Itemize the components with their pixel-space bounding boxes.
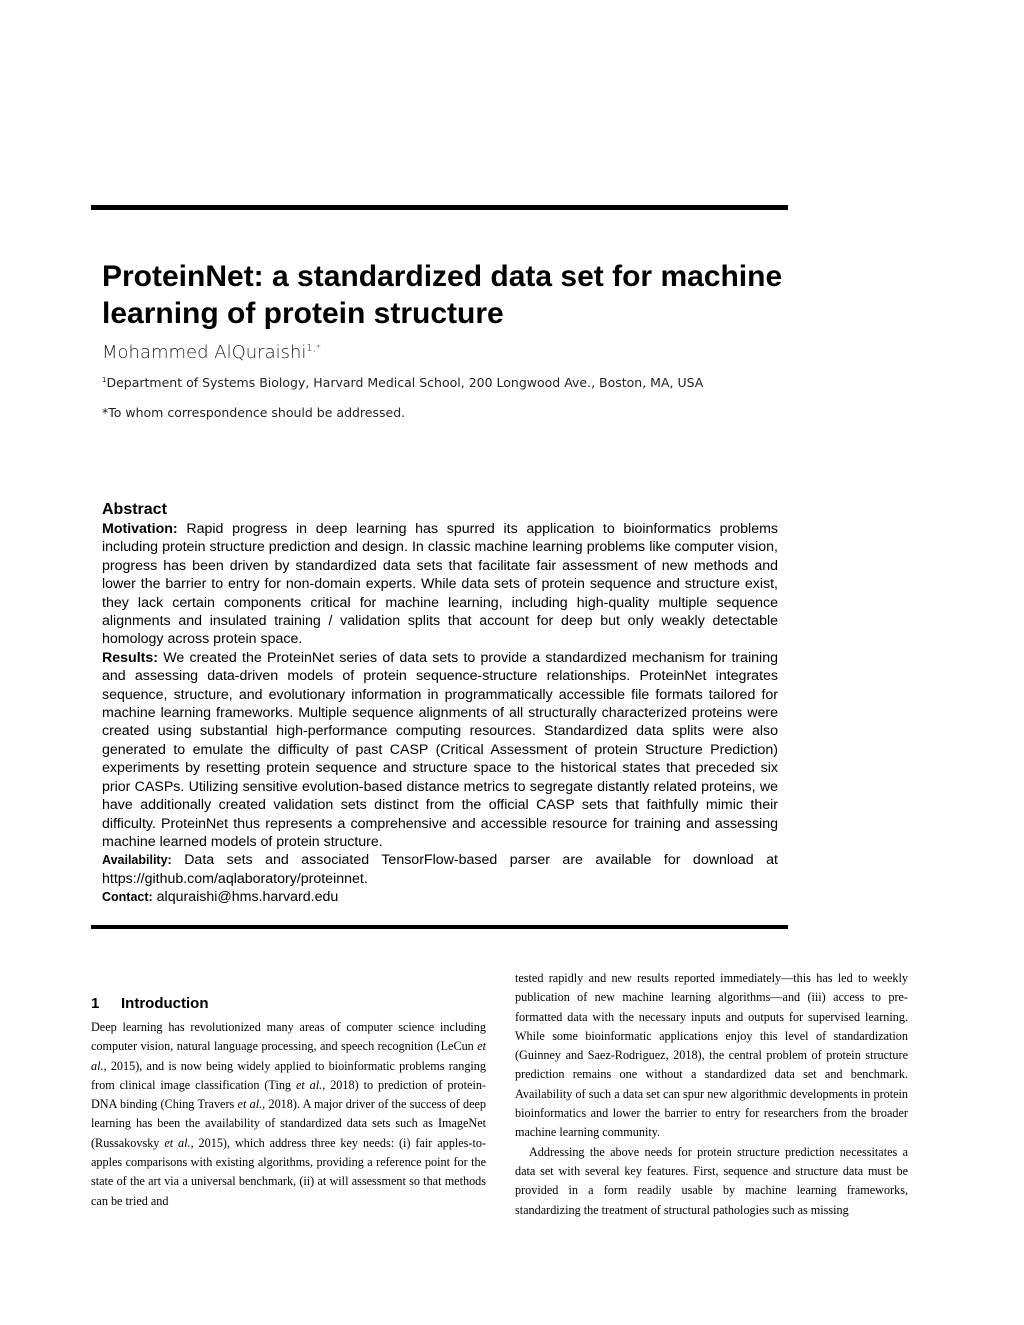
- et-al: et al.: [295, 1077, 323, 1092]
- motivation-text: Rapid progress in deep learning has spurred its application to bioinformatics problems including protein structure prediction and design. In classic machine learning problems like computer vision, progress has been driven by standardized data sets that facilitate fair assessment of new methods and lower the barrier to entry for non-domain experts. While data sets of protein sequence and structure exist, they lack certain components critical for machine learning, including high-quality multiple sequence alignments and insulated training / validation splits that account for deep but only weakly detectable homology across protein space.: [102, 521, 778, 648]
- intro-paragraph-2: Addressing the above needs for protein structure prediction necessitates a data set with several key features. First, sequence and structure data must be provided in a form readily usable by machine learning frameworks, standardizing the treatment of structural pathologies such as missing: [515, 1144, 908, 1217]
- intro-right-column: [515, 969, 908, 1220]
- paper-title: ProteinNet: a standardized data set for machine learning of protein structure: [102, 260, 783, 330]
- results-text: We created the ProteinNet series of data sets to provide a standardized mechanism for training and assessing data-driven models of protein sequence-structure relationships. ProteinNet integrates sequence, structure, and evolutionary information in programmatically accessible file formats tailored for machine learning frameworks. Multiple sequence alignments of all structurally characterized proteins were created using substantial high-performance computing resources. Standardized data splits were also generated to emulate the difficulty of past CASP (Critical Assessment of protein Structure Prediction) experiments by resetting protein sequence and structure space to the historical states that preceded six prior CASPs. Utilizing sensitive evolution-based distance metrics to segregate distantly related proteins, we have additionally created validation sets distinct from the official CASP sets that faithfully mimic their difficulty. ProteinNet thus represents a comprehensive and accessible resource for training and assessing machine learned models of protein structure.: [102, 649, 778, 850]
- intro-left-column: [91, 1018, 486, 1211]
- et-al: et al.: [91, 1039, 486, 1073]
- affiliation-mark: 1: [102, 375, 107, 384]
- intro-paragraph-1: [91, 1018, 486, 1211]
- abstract-bottom-rule: [91, 925, 788, 929]
- intro-text: , 2015), which address three key needs: (i) fair apples-to-apples comparisons with existing algorithms, providing a reference point for the state of the art via a universal benchmark, (ii) at will assessment so that methods can be tried and: [91, 1135, 486, 1208]
- section-title: Introduction: [121, 995, 209, 1012]
- affiliation-text: Department of Systems Biology, Harvard Medical School, 200 Longwood Ave., Boston, MA, USA: [106, 375, 704, 390]
- intro-text: , 2018) to prediction of protein-DNA binding (Ching Travers: [91, 1077, 486, 1112]
- intro-text: Deep learning has revolutionized many areas of computer science including computer vision, natural language processing, and speech recognition (LeCun: [91, 1020, 486, 1054]
- abstract-contact: [102, 888, 778, 906]
- intro-text: , 2015), and is now being widely applied to bioinformatic problems ranging from clinical image classification (Ting: [91, 1058, 486, 1092]
- section-number: 1: [91, 995, 100, 1012]
- availability-text: Data sets and associated TensorFlow-based parser are available for download at https://github.com/aqlaboratory/proteinnet.: [102, 852, 778, 887]
- intro-text: , 2018). A major driver of the success of deep learning has been the availability of standardized data sets such as ImageNet (Russakovsky: [91, 1097, 486, 1150]
- motivation-label: Motivation:: [102, 521, 178, 537]
- top-rule: [91, 205, 788, 210]
- results-label: Results:: [102, 649, 158, 666]
- abstract-block: [102, 500, 778, 907]
- abstract-results: [102, 649, 778, 851]
- author-name: Mohammed AlQuraishi: [102, 342, 307, 363]
- contact-label: Contact:: [102, 890, 153, 905]
- abstract-motivation: [102, 520, 778, 649]
- author-line: [102, 342, 321, 363]
- author-marks: 1,*: [306, 343, 321, 354]
- correspondence-note: *To whom correspondence should be addressed.: [102, 405, 406, 420]
- availability-label: Availability:: [102, 853, 172, 868]
- section-heading: [91, 995, 208, 1012]
- abstract-heading: Abstract: [102, 501, 167, 518]
- contact-email[interactable]: alquraishi@hms.harvard.edu: [156, 889, 339, 906]
- affiliation: [102, 375, 703, 390]
- et-al: et al.: [164, 1135, 191, 1150]
- et-al: et al.: [237, 1097, 263, 1112]
- intro-paragraph-1-continued: tested rapidly and new results reported immediately—this has led to weekly publication of new machine learning algorithms—and (iii) access to pre-formatted data with the necessary inputs and outputs for supervised learning. While some bioinformatic applications enjoy this level of standardization (Guinney and Saez-Rodriguez, 2018), the central problem of protein structure prediction remains one without a standardized data set and benchmark. Availability of such a data set can spur new algorithmic developments in protein bioinformatics and lower the barrier to entry for researchers from the broader machine learning community.: [515, 971, 908, 1140]
- abstract-availability: [102, 851, 778, 888]
